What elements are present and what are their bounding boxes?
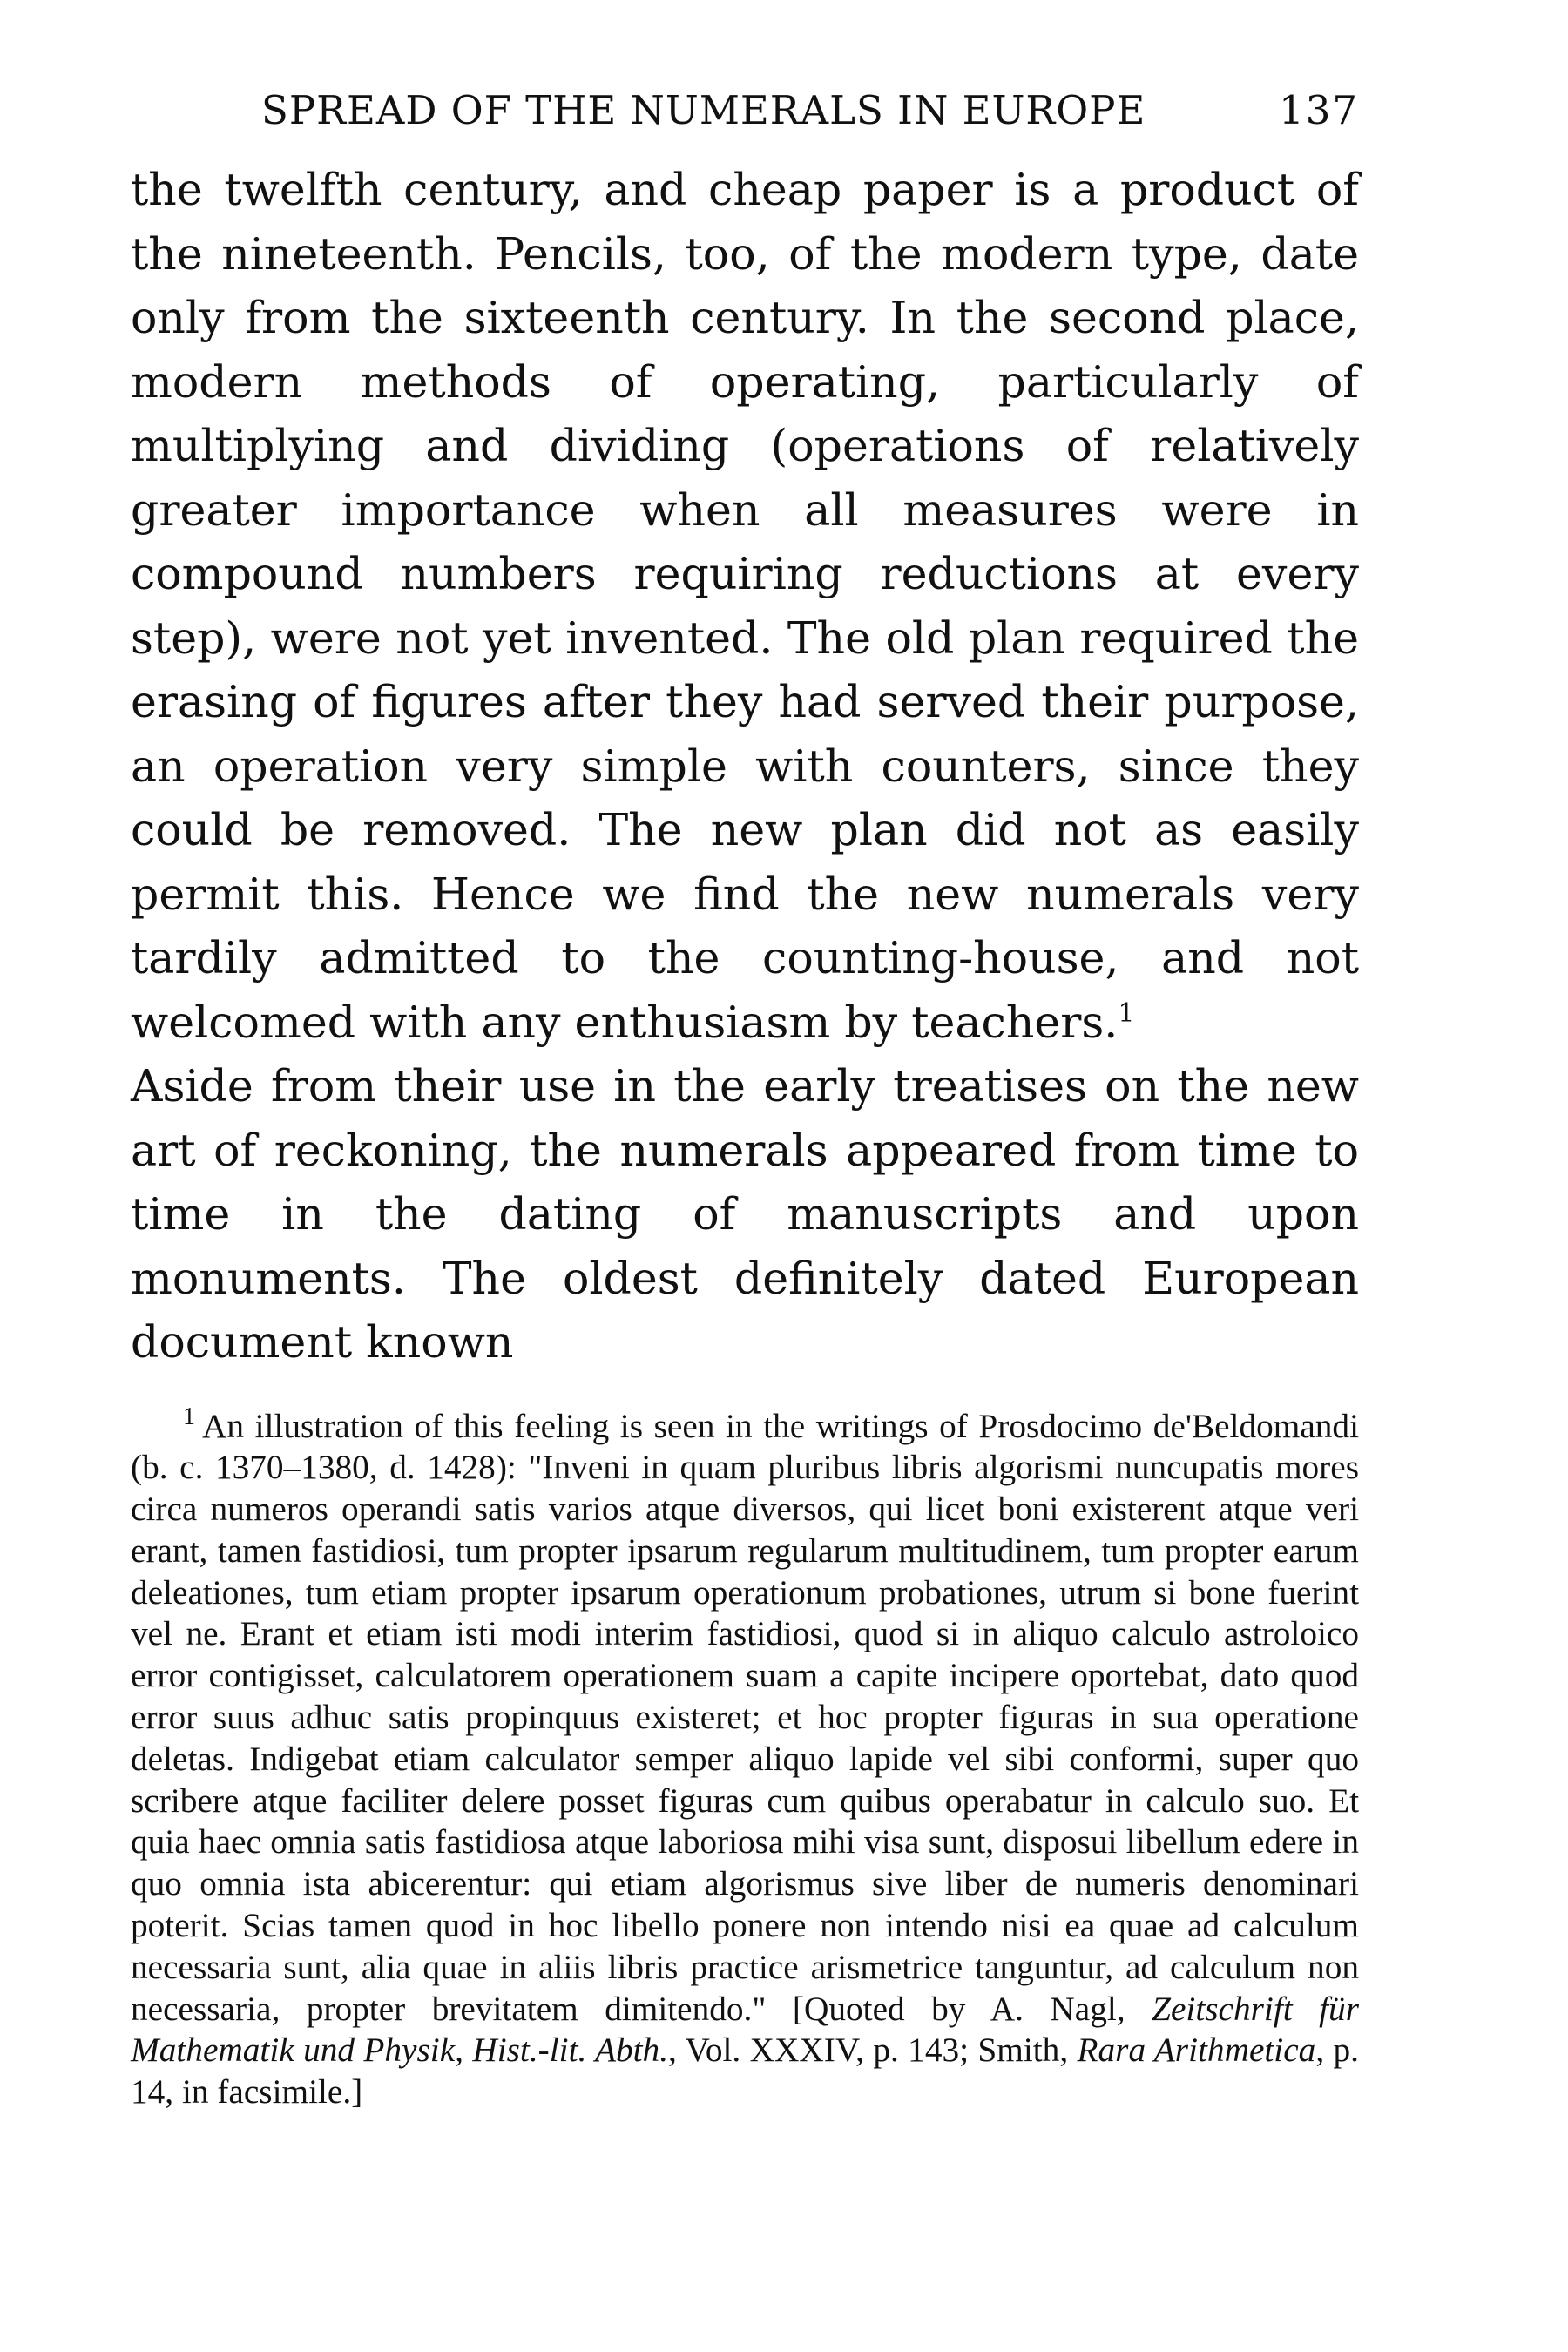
paragraph-2-text: Aside from their use in the early treatises on the new art of reckoning, the numerals appeared from time to time in the dating of manuscripts and upon monuments. The oldest definitely dated European document known bbox=[131, 1060, 1359, 1368]
footnote-reference[interactable]: 1 bbox=[1118, 997, 1135, 1029]
footnote-mark: 1 bbox=[183, 1403, 195, 1431]
book-title: Rara Arithmetica bbox=[1077, 2031, 1316, 2070]
running-head-title: SPREAD OF THE NUMERALS IN EUROPE bbox=[261, 87, 1146, 133]
page-number: 137 bbox=[1279, 87, 1359, 133]
main-text bbox=[131, 158, 1359, 1375]
paragraph bbox=[131, 158, 1359, 1054]
footnote-reference-middle: , Vol. XXXIV, p. 143; Smith, bbox=[668, 2031, 1069, 2070]
footnote bbox=[131, 1403, 1360, 2114]
paragraph bbox=[131, 1054, 1359, 1375]
running-head bbox=[261, 87, 1359, 133]
footnote-text: An illustration of this feeling is seen in the writings of Prosdocimo de'Beldomandi (b. c. 1370–1380, d. 1428): "Inveni in quam pluribus libris algorismi nuncupatis mores circa numeros operandi satis varios atque diversos, qui licet boni existerent atque veri erant, tamen fastidiosi, tum propter ipsarum regularum multitudinem, tum propter earum deleationes, tum etiam propter ipsarum operationum probationes, utrum si bone fuerint vel ne. Erant et etiam isti modi interim fastidiosi, quod si in aliquo calculo astroloico error contigisset, calculatorem operationem suam a capite incipere oportebat, dato quod error suus adhuc satis propinquus existeret; et hoc propter figuras in sua operatione deletas. Indigebat etiam calculator semper aliquo lapide vel sibi conformi, super quo scribere atque faciliter delere posset figuras cum quibus operabatur in calculo suo. Et quia haec omnia satis fastidiosa atque laboriosa mihi visa sunt, disposui libellum edere in quo omnia ista abicerentur: qui etiam algorismus sive liber de numeris denominari poterit. Scias tamen quod in hoc libello ponere non intendo nisi ea quae ad calculum necessaria sunt, alia quae in aliis libris practice arismetrice tanguntur, ad calculum non necessaria, propter brevitatem dimitendo." [Quoted by A. Nagl, bbox=[131, 1406, 1359, 2028]
book-page bbox=[131, 87, 1359, 2113]
footnote-paragraph bbox=[131, 1403, 1360, 2114]
footnote-reference-end: , p. 14, in facsimile.] bbox=[131, 2031, 1359, 2112]
paragraph-1-text: the twelfth century, and cheap paper is a product of the nineteenth. Pencils, too, of the modern type, date only from the sixteenth century. In the second place, modern methods of operating, particularly of multiplying and dividing (operations of relatively greater importance when all measures were in compound numbers requiring reductions at every step), were not yet invented. The old plan required the erasing of figures after they had served their purpose, an operation very simple with counters, since they could be removed. The new plan did not as easily permit this. Hence we find the new numerals very tardily admitted to the counting-house, and not welcomed with any enthusiasm by teachers. bbox=[131, 164, 1359, 1048]
journal-title: Zeitschrift für Mathematik und Physik, Hist.-lit. Abth. bbox=[131, 1989, 1360, 2070]
